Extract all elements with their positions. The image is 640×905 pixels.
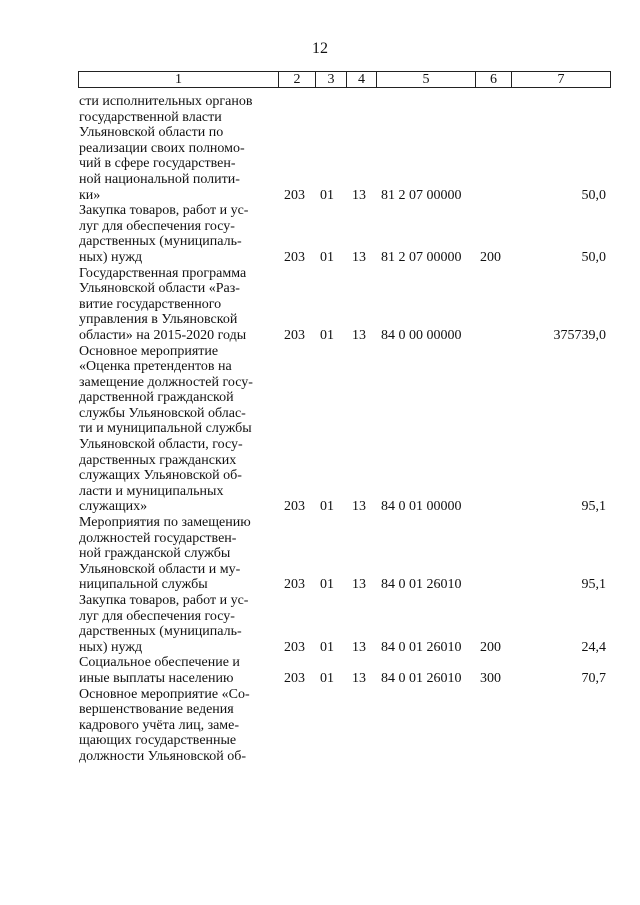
table-row <box>0 687 640 765</box>
row-amount: 375739,0 <box>553 327 606 343</box>
row-section: 01 <box>320 327 334 343</box>
row-amount: 95,1 <box>581 577 606 593</box>
row-subsection: 13 <box>352 249 366 265</box>
row-grbs: 203 <box>284 327 305 343</box>
row-grbs: 203 <box>284 670 305 686</box>
table-row <box>0 266 640 344</box>
row-target-article: 84 0 01 26010 <box>381 670 462 686</box>
table-row <box>0 593 640 655</box>
row-description: сти исполнительных органов государственной власти Ульяновской области по реализации своих полномо- чий в сфере государствен- ной национальной полити- ки» <box>79 94 253 203</box>
row-subsection: 13 <box>352 639 366 655</box>
row-amount: 50,0 <box>581 187 606 203</box>
table-row <box>0 515 640 593</box>
column-header-5: 5 <box>377 72 476 88</box>
row-grbs: 203 <box>284 249 305 265</box>
column-header-7: 7 <box>512 72 611 88</box>
row-target-article: 84 0 01 00000 <box>381 499 462 515</box>
row-description: Мероприятия по замещению должностей государствен- ной гражданской службы Ульяновской области и му- ниципальной службы <box>79 515 251 593</box>
row-expense-type: 200 <box>480 249 501 265</box>
row-section: 01 <box>320 577 334 593</box>
column-header-3: 3 <box>316 72 347 88</box>
row-section: 01 <box>320 670 334 686</box>
column-header-2: 2 <box>279 72 316 88</box>
row-section: 01 <box>320 499 334 515</box>
budget-rows <box>0 94 640 765</box>
row-target-article: 81 2 07 00000 <box>381 187 462 203</box>
column-header-row <box>79 72 611 88</box>
table-row <box>0 94 640 203</box>
row-amount: 24,4 <box>581 639 606 655</box>
page-number: 12 <box>312 40 328 57</box>
row-description: Закупка товаров, работ и ус- луг для обеспечения госу- дарственных (муниципаль- ных) нужд <box>79 203 249 265</box>
row-amount: 50,0 <box>581 249 606 265</box>
column-header-1: 1 <box>79 72 279 88</box>
row-description: Социальное обеспечение и иные выплаты населению <box>79 655 240 686</box>
row-target-article: 84 0 01 26010 <box>381 639 462 655</box>
row-subsection: 13 <box>352 499 366 515</box>
row-expense-type: 300 <box>480 670 501 686</box>
row-target-article: 84 0 00 00000 <box>381 327 462 343</box>
row-grbs: 203 <box>284 577 305 593</box>
row-amount: 70,7 <box>581 670 606 686</box>
row-description: Государственная программа Ульяновской области «Раз- витие государственного управления в Ульяновской области» на 2015-2020 годы <box>79 265 247 343</box>
row-section: 01 <box>320 639 334 655</box>
table-row <box>0 655 640 686</box>
table-row <box>0 203 640 265</box>
row-target-article: 84 0 01 26010 <box>381 577 462 593</box>
row-section: 01 <box>320 249 334 265</box>
row-description: Закупка товаров, работ и ус- луг для обеспечения госу- дарственных (муниципаль- ных) нужд <box>79 593 249 655</box>
row-grbs: 203 <box>284 639 305 655</box>
row-amount: 95,1 <box>581 499 606 515</box>
row-subsection: 13 <box>352 577 366 593</box>
row-target-article: 81 2 07 00000 <box>381 249 462 265</box>
table-row <box>0 344 640 516</box>
column-header-6: 6 <box>476 72 512 88</box>
row-grbs: 203 <box>284 499 305 515</box>
column-header-4: 4 <box>347 72 377 88</box>
row-subsection: 13 <box>352 187 366 203</box>
column-header-table <box>78 71 611 88</box>
row-section: 01 <box>320 187 334 203</box>
row-subsection: 13 <box>352 327 366 343</box>
row-grbs: 203 <box>284 187 305 203</box>
row-subsection: 13 <box>352 670 366 686</box>
row-expense-type: 200 <box>480 639 501 655</box>
row-description: Основное мероприятие «Со- вершенствование ведения кадрового учёта лиц, заме- щающих государственные должности Ульяновской об- <box>79 686 250 764</box>
row-description: Основное мероприятие «Оценка претендентов на замещение должностей госу- дарственной гражданской службы Ульяновской облас- ти и муниципальной службы Ульяновской области, госу- дарственных гражданских служащих Ульяновской об- ласти и муниципальных служащих» <box>79 343 253 515</box>
